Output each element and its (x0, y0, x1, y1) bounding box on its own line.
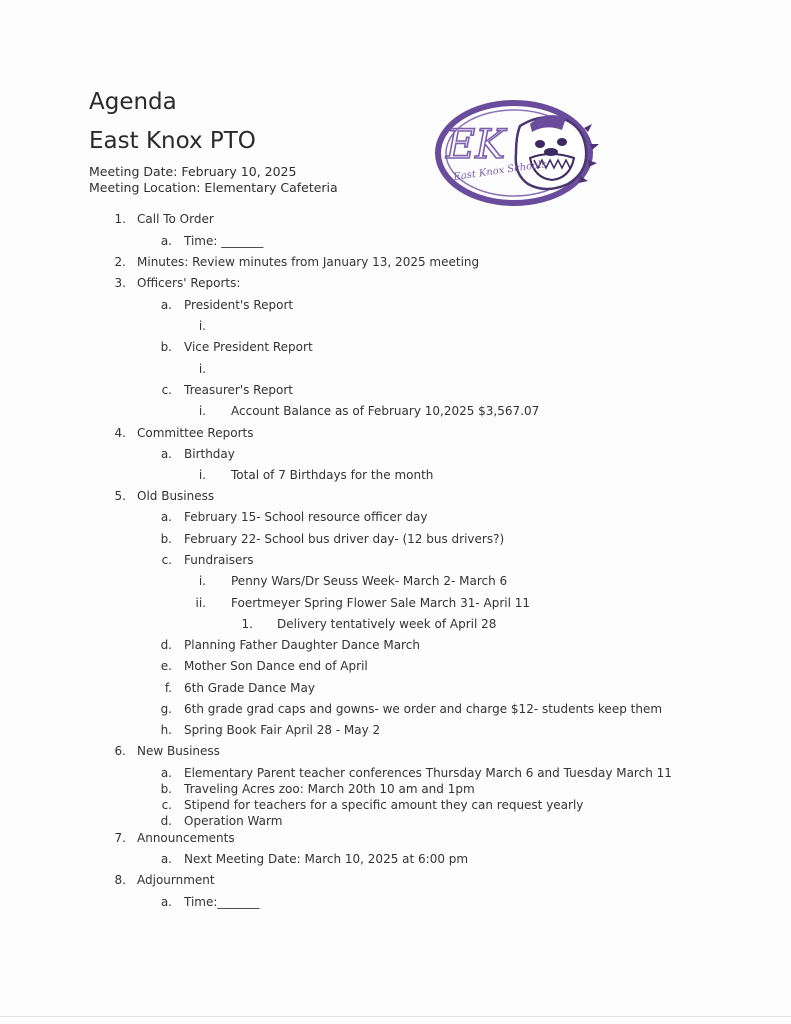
item-marker: b. (160, 532, 172, 546)
meeting-date: Meeting Date: February 10, 2025 (89, 164, 297, 179)
agenda-item: 6th grade grad caps and gowns- we order and charge $12- students keep them (184, 702, 663, 716)
agenda-item: Traveling Acres zoo: March 20th 10 am and 1pm (184, 782, 475, 796)
item-marker: a. (160, 766, 172, 780)
agenda-item: New Business (137, 744, 220, 758)
item-marker: 4. (114, 426, 126, 440)
agenda-item: Penny Wars/Dr Seuss Week- March 2- March 6 (231, 574, 508, 588)
organization-name: East Knox PTO (89, 128, 256, 154)
item-marker: i. (198, 468, 206, 482)
agenda-item: February 22- School bus driver day- (12 bus drivers?) (184, 532, 505, 546)
item-marker: c. (161, 798, 172, 812)
item-marker: 6. (114, 744, 126, 758)
agenda-item: Vice President Report (184, 340, 313, 354)
agenda-item: Mother Son Dance end of April (184, 659, 368, 673)
agenda-item: Committee Reports (137, 426, 254, 440)
logo-text: East Knox Schools (452, 159, 548, 183)
item-marker: 1. (114, 212, 126, 226)
agenda-item: Total of 7 Birthdays for the month (231, 468, 434, 482)
item-marker: h. (160, 723, 172, 737)
agenda-item: Minutes: Review minutes from January 13, 2025 meeting (137, 255, 480, 269)
agenda-item: Account Balance as of February 10,2025 $3,567.07 (231, 404, 540, 418)
agenda-item: Planning Father Daughter Dance March (184, 638, 420, 652)
item-marker: a. (160, 852, 172, 866)
item-marker: i. (198, 404, 206, 418)
agenda-item: February 15- School resource officer day (184, 510, 428, 524)
agenda-item: Elementary Parent teacher conferences Thursday March 6 and Tuesday March 11 (184, 766, 672, 780)
item-marker: 5. (114, 489, 126, 503)
agenda-item: Call To Order (137, 212, 214, 226)
item-marker: a. (160, 895, 172, 909)
page-edge-divider (0, 1016, 791, 1017)
item-marker: b. (160, 340, 172, 354)
agenda-item: Fundraisers (184, 553, 254, 567)
item-marker: a. (160, 447, 172, 461)
bulldog-logo (434, 98, 614, 208)
agenda-item: Operation Warm (184, 814, 283, 828)
agenda-item: Delivery tentatively week of April 28 (277, 617, 497, 631)
agenda-item: Time:_______ (184, 895, 260, 909)
item-marker: 1. (241, 617, 253, 631)
item-marker: f. (164, 681, 172, 695)
agenda-item: Adjournment (137, 873, 215, 887)
item-marker: a. (160, 234, 172, 248)
agenda-item: Announcements (137, 831, 235, 845)
item-marker: ii. (195, 596, 206, 610)
item-marker: a. (160, 510, 172, 524)
logo-letters: EK (446, 122, 506, 168)
item-marker: d. (160, 638, 172, 652)
item-marker: 8. (114, 873, 126, 887)
agenda-item: President's Report (184, 298, 294, 312)
item-marker: c. (161, 553, 172, 567)
item-marker: 3. (114, 276, 126, 290)
item-marker: i. (198, 574, 206, 588)
item-marker: e. (160, 659, 172, 673)
item-marker: b. (160, 782, 172, 796)
page-title: Agenda (89, 89, 177, 115)
item-marker: i. (198, 319, 206, 333)
agenda-item: Spring Book Fair April 28 - May 2 (184, 723, 381, 737)
agenda-item: Stipend for teachers for a specific amount they can request yearly (184, 798, 584, 812)
agenda-item: Old Business (137, 489, 215, 503)
agenda-item: Treasurer's Report (184, 383, 293, 397)
item-marker: i. (198, 362, 206, 376)
agenda-item: Next Meeting Date: March 10, 2025 at 6:00 pm (184, 852, 469, 866)
item-marker: d. (160, 814, 172, 828)
agenda-item: Officers' Reports: (137, 276, 241, 290)
bulldog-icon (516, 115, 599, 189)
agenda-item: Birthday (184, 447, 235, 461)
agenda-item: Time: _______ (184, 234, 264, 248)
item-marker: a. (160, 298, 172, 312)
item-marker: 2. (114, 255, 126, 269)
item-marker: g. (160, 702, 172, 716)
agenda-item: Foertmeyer Spring Flower Sale March 31- April 11 (231, 596, 531, 610)
item-marker: c. (161, 383, 172, 397)
agenda-item: 6th Grade Dance May (184, 681, 315, 695)
item-marker: 7. (114, 831, 126, 845)
meeting-location: Meeting Location: Elementary Cafeteria (89, 180, 338, 195)
